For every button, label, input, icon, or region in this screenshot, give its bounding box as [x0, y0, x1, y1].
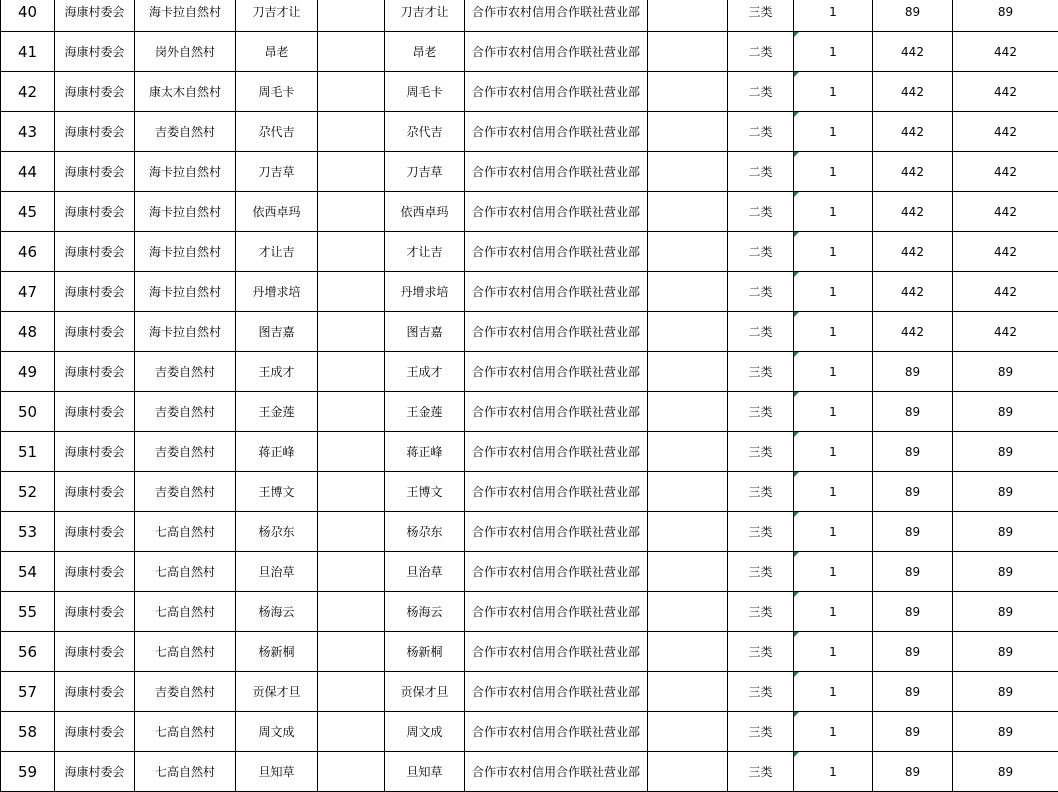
- amount-cell[interactable]: 89: [873, 632, 953, 672]
- person-count-cell[interactable]: 1: [794, 312, 873, 352]
- village-committee-cell[interactable]: 海康村委会: [55, 272, 135, 312]
- row-number-cell[interactable]: 44: [1, 152, 55, 192]
- bank-branch-cell[interactable]: 合作市农村信用合作联社营业部: [465, 592, 648, 632]
- total-amount-cell[interactable]: 442: [953, 32, 1058, 72]
- beneficiary-name-cell[interactable]: 图吉嘉: [236, 312, 318, 352]
- natural-village-cell[interactable]: 吉娄自然村: [135, 432, 236, 472]
- row-number-cell[interactable]: 43: [1, 112, 55, 152]
- total-amount-cell[interactable]: 442: [953, 312, 1058, 352]
- total-amount-cell[interactable]: 442: [953, 272, 1058, 312]
- empty-cell[interactable]: [648, 152, 728, 192]
- bank-branch-cell[interactable]: 合作市农村信用合作联社营业部: [465, 0, 648, 32]
- table-row: [1, 552, 1058, 592]
- beneficiary-name-cell[interactable]: 贡保才旦: [236, 672, 318, 712]
- account-holder-cell[interactable]: 杨新桐: [385, 632, 465, 672]
- amount-cell[interactable]: 442: [873, 232, 953, 272]
- beneficiary-name-cell[interactable]: 昂老: [236, 32, 318, 72]
- empty-cell[interactable]: [318, 32, 385, 72]
- row-number-cell[interactable]: 53: [1, 512, 55, 552]
- person-count-cell[interactable]: 1: [794, 352, 873, 392]
- account-holder-cell[interactable]: 昂老: [385, 32, 465, 72]
- beneficiary-name-cell[interactable]: 杨尕东: [236, 512, 318, 552]
- beneficiary-name-cell[interactable]: 才让吉: [236, 232, 318, 272]
- village-committee-cell[interactable]: 海康村委会: [55, 152, 135, 192]
- natural-village-cell[interactable]: 七高自然村: [135, 752, 236, 792]
- empty-cell[interactable]: [318, 592, 385, 632]
- bank-branch-cell[interactable]: 合作市农村信用合作联社营业部: [465, 512, 648, 552]
- account-holder-cell[interactable]: 旦治草: [385, 552, 465, 592]
- beneficiary-name-cell[interactable]: 王博文: [236, 472, 318, 512]
- account-holder-cell[interactable]: 杨海云: [385, 592, 465, 632]
- empty-cell[interactable]: [318, 72, 385, 112]
- account-holder-cell[interactable]: 杨尕东: [385, 512, 465, 552]
- empty-cell[interactable]: [318, 352, 385, 392]
- total-amount-cell[interactable]: 442: [953, 72, 1058, 112]
- category-cell[interactable]: 三类: [728, 552, 794, 592]
- person-count-cell[interactable]: 1: [794, 392, 873, 432]
- total-amount-cell[interactable]: 442: [953, 232, 1058, 272]
- village-committee-cell[interactable]: 海康村委会: [55, 672, 135, 712]
- category-cell[interactable]: 三类: [728, 632, 794, 672]
- category-cell[interactable]: 二类: [728, 312, 794, 352]
- person-count-cell[interactable]: 1: [794, 632, 873, 672]
- table-row: [1, 352, 1058, 392]
- table-row: [1, 272, 1058, 312]
- empty-cell[interactable]: [318, 552, 385, 592]
- natural-village-cell[interactable]: 海卡拉自然村: [135, 0, 236, 32]
- person-count-cell[interactable]: 1: [794, 192, 873, 232]
- category-cell[interactable]: 二类: [728, 32, 794, 72]
- empty-cell[interactable]: [318, 472, 385, 512]
- bank-branch-cell[interactable]: 合作市农村信用合作联社营业部: [465, 712, 648, 752]
- bank-branch-cell[interactable]: 合作市农村信用合作联社营业部: [465, 112, 648, 152]
- row-number-cell[interactable]: 45: [1, 192, 55, 232]
- natural-village-cell[interactable]: 海卡拉自然村: [135, 232, 236, 272]
- village-committee-cell[interactable]: 海康村委会: [55, 392, 135, 432]
- table-row: [1, 672, 1058, 712]
- row-number-cell[interactable]: 59: [1, 752, 55, 792]
- account-holder-cell[interactable]: 周文成: [385, 712, 465, 752]
- amount-cell[interactable]: 89: [873, 512, 953, 552]
- bank-branch-cell[interactable]: 合作市农村信用合作联社营业部: [465, 632, 648, 672]
- empty-cell[interactable]: [318, 392, 385, 432]
- table-row: [1, 232, 1058, 272]
- amount-cell[interactable]: 442: [873, 112, 953, 152]
- empty-cell[interactable]: [648, 392, 728, 432]
- person-count-cell[interactable]: 1: [794, 232, 873, 272]
- empty-cell[interactable]: [318, 112, 385, 152]
- person-count-cell[interactable]: 1: [794, 432, 873, 472]
- person-count-cell[interactable]: 1: [794, 72, 873, 112]
- village-committee-cell[interactable]: 海康村委会: [55, 0, 135, 32]
- table-row: [1, 712, 1058, 752]
- category-cell[interactable]: 三类: [728, 672, 794, 712]
- category-cell[interactable]: 三类: [728, 752, 794, 792]
- village-committee-cell[interactable]: 海康村委会: [55, 232, 135, 272]
- total-amount-cell[interactable]: 89: [953, 472, 1058, 512]
- amount-cell[interactable]: 442: [873, 272, 953, 312]
- total-amount-cell[interactable]: 442: [953, 112, 1058, 152]
- account-holder-cell[interactable]: 依西卓玛: [385, 192, 465, 232]
- amount-cell[interactable]: 89: [873, 352, 953, 392]
- total-amount-cell[interactable]: 89: [953, 552, 1058, 592]
- empty-cell[interactable]: [648, 672, 728, 712]
- bank-branch-cell[interactable]: 合作市农村信用合作联社营业部: [465, 72, 648, 112]
- empty-cell[interactable]: [648, 512, 728, 552]
- empty-cell[interactable]: [648, 632, 728, 672]
- account-holder-cell[interactable]: 王金莲: [385, 392, 465, 432]
- natural-village-cell[interactable]: 吉娄自然村: [135, 392, 236, 432]
- bank-branch-cell[interactable]: 合作市农村信用合作联社营业部: [465, 32, 648, 72]
- row-number-cell[interactable]: 54: [1, 552, 55, 592]
- village-committee-cell[interactable]: 海康村委会: [55, 192, 135, 232]
- table-row: [1, 32, 1058, 72]
- bank-branch-cell[interactable]: 合作市农村信用合作联社营业部: [465, 552, 648, 592]
- natural-village-cell[interactable]: 七高自然村: [135, 592, 236, 632]
- category-cell[interactable]: 二类: [728, 112, 794, 152]
- empty-cell[interactable]: [318, 312, 385, 352]
- empty-cell[interactable]: [318, 272, 385, 312]
- person-count-cell[interactable]: 1: [794, 32, 873, 72]
- natural-village-cell[interactable]: 吉娄自然村: [135, 672, 236, 712]
- account-holder-cell[interactable]: 贡保才旦: [385, 672, 465, 712]
- person-count-cell[interactable]: 1: [794, 112, 873, 152]
- account-holder-cell[interactable]: 王成才: [385, 352, 465, 392]
- empty-cell[interactable]: [318, 672, 385, 712]
- empty-cell[interactable]: [318, 432, 385, 472]
- row-number-cell[interactable]: 41: [1, 32, 55, 72]
- empty-cell[interactable]: [318, 512, 385, 552]
- table-row: [1, 752, 1058, 792]
- category-cell[interactable]: 三类: [728, 472, 794, 512]
- natural-village-cell[interactable]: 七高自然村: [135, 712, 236, 752]
- empty-cell[interactable]: [648, 352, 728, 392]
- beneficiary-name-cell[interactable]: 王成才: [236, 352, 318, 392]
- person-count-cell[interactable]: 1: [794, 552, 873, 592]
- bank-branch-cell[interactable]: 合作市农村信用合作联社营业部: [465, 472, 648, 512]
- village-committee-cell[interactable]: 海康村委会: [55, 72, 135, 112]
- empty-cell[interactable]: [318, 752, 385, 792]
- bank-branch-cell[interactable]: 合作市农村信用合作联社营业部: [465, 152, 648, 192]
- amount-cell[interactable]: 442: [873, 192, 953, 232]
- table-row: [1, 312, 1058, 352]
- amount-cell[interactable]: 442: [873, 152, 953, 192]
- row-number-cell[interactable]: 55: [1, 592, 55, 632]
- row-number-cell[interactable]: 58: [1, 712, 55, 752]
- person-count-cell[interactable]: 1: [794, 592, 873, 632]
- table-body: [1, 0, 1058, 792]
- amount-cell[interactable]: 89: [873, 552, 953, 592]
- row-number-cell[interactable]: 57: [1, 672, 55, 712]
- total-amount-cell[interactable]: 89: [953, 512, 1058, 552]
- table-row: [1, 512, 1058, 552]
- table-row: [1, 152, 1058, 192]
- category-cell[interactable]: 三类: [728, 352, 794, 392]
- empty-cell[interactable]: [318, 632, 385, 672]
- amount-cell[interactable]: 89: [873, 432, 953, 472]
- table-row: [1, 472, 1058, 512]
- row-number-cell[interactable]: 52: [1, 472, 55, 512]
- amount-cell[interactable]: 442: [873, 312, 953, 352]
- row-number-cell[interactable]: 51: [1, 432, 55, 472]
- empty-cell[interactable]: [648, 232, 728, 272]
- row-number-cell[interactable]: 48: [1, 312, 55, 352]
- empty-cell[interactable]: [648, 0, 728, 32]
- village-committee-cell[interactable]: 海康村委会: [55, 632, 135, 672]
- row-number-cell[interactable]: 56: [1, 632, 55, 672]
- category-cell[interactable]: 二类: [728, 232, 794, 272]
- natural-village-cell[interactable]: 海卡拉自然村: [135, 192, 236, 232]
- person-count-cell[interactable]: 1: [794, 272, 873, 312]
- total-amount-cell[interactable]: 89: [953, 392, 1058, 432]
- amount-cell[interactable]: 442: [873, 32, 953, 72]
- account-holder-cell[interactable]: 蒋正峰: [385, 432, 465, 472]
- category-cell[interactable]: 三类: [728, 0, 794, 32]
- table-row: [1, 0, 1058, 32]
- beneficiary-name-cell[interactable]: 杨新桐: [236, 632, 318, 672]
- natural-village-cell[interactable]: 吉娄自然村: [135, 472, 236, 512]
- empty-cell[interactable]: [648, 472, 728, 512]
- beneficiary-name-cell[interactable]: 丹增求培: [236, 272, 318, 312]
- beneficiary-name-cell[interactable]: 周文成: [236, 712, 318, 752]
- beneficiary-name-cell[interactable]: 蒋正峰: [236, 432, 318, 472]
- bank-branch-cell[interactable]: 合作市农村信用合作联社营业部: [465, 232, 648, 272]
- table-row: [1, 72, 1058, 112]
- beneficiary-name-cell[interactable]: 依西卓玛: [236, 192, 318, 232]
- person-count-cell[interactable]: 1: [794, 152, 873, 192]
- empty-cell[interactable]: [318, 712, 385, 752]
- bank-branch-cell[interactable]: 合作市农村信用合作联社营业部: [465, 752, 648, 792]
- category-cell[interactable]: 二类: [728, 272, 794, 312]
- category-cell[interactable]: 二类: [728, 72, 794, 112]
- row-number-cell[interactable]: 47: [1, 272, 55, 312]
- bank-branch-cell[interactable]: 合作市农村信用合作联社营业部: [465, 672, 648, 712]
- village-committee-cell[interactable]: 海康村委会: [55, 592, 135, 632]
- total-amount-cell[interactable]: 89: [953, 672, 1058, 712]
- amount-cell[interactable]: 89: [873, 0, 953, 32]
- empty-cell[interactable]: [648, 112, 728, 152]
- category-cell[interactable]: 二类: [728, 152, 794, 192]
- table-row: [1, 432, 1058, 472]
- village-committee-cell[interactable]: 海康村委会: [55, 712, 135, 752]
- row-number-cell[interactable]: 46: [1, 232, 55, 272]
- row-number-cell[interactable]: 50: [1, 392, 55, 432]
- account-holder-cell[interactable]: 周毛卡: [385, 72, 465, 112]
- village-committee-cell[interactable]: 海康村委会: [55, 752, 135, 792]
- empty-cell[interactable]: [318, 0, 385, 32]
- total-amount-cell[interactable]: 89: [953, 432, 1058, 472]
- natural-village-cell[interactable]: 七高自然村: [135, 552, 236, 592]
- empty-cell[interactable]: [648, 32, 728, 72]
- total-amount-cell[interactable]: 89: [953, 592, 1058, 632]
- village-committee-cell[interactable]: 海康村委会: [55, 312, 135, 352]
- empty-cell[interactable]: [648, 432, 728, 472]
- person-count-cell[interactable]: 1: [794, 0, 873, 32]
- empty-cell[interactable]: [318, 152, 385, 192]
- total-amount-cell[interactable]: 89: [953, 632, 1058, 672]
- empty-cell[interactable]: [648, 312, 728, 352]
- natural-village-cell[interactable]: 吉娄自然村: [135, 112, 236, 152]
- total-amount-cell[interactable]: 442: [953, 152, 1058, 192]
- beneficiary-name-cell[interactable]: 周毛卡: [236, 72, 318, 112]
- empty-cell[interactable]: [648, 272, 728, 312]
- empty-cell[interactable]: [648, 752, 728, 792]
- person-count-cell[interactable]: 1: [794, 512, 873, 552]
- person-count-cell[interactable]: 1: [794, 712, 873, 752]
- category-cell[interactable]: 三类: [728, 392, 794, 432]
- village-committee-cell[interactable]: 海康村委会: [55, 552, 135, 592]
- amount-cell[interactable]: 89: [873, 672, 953, 712]
- account-holder-cell[interactable]: 丹增求培: [385, 272, 465, 312]
- bank-branch-cell[interactable]: 合作市农村信用合作联社营业部: [465, 192, 648, 232]
- person-count-cell[interactable]: 1: [794, 672, 873, 712]
- category-cell[interactable]: 三类: [728, 712, 794, 752]
- total-amount-cell[interactable]: 89: [953, 752, 1058, 792]
- empty-cell[interactable]: [648, 552, 728, 592]
- empty-cell[interactable]: [318, 192, 385, 232]
- total-amount-cell[interactable]: 442: [953, 192, 1058, 232]
- empty-cell[interactable]: [648, 712, 728, 752]
- village-committee-cell[interactable]: 海康村委会: [55, 32, 135, 72]
- account-holder-cell[interactable]: 王博文: [385, 472, 465, 512]
- bank-branch-cell[interactable]: 合作市农村信用合作联社营业部: [465, 352, 648, 392]
- account-holder-cell[interactable]: 刀吉才让: [385, 0, 465, 32]
- natural-village-cell[interactable]: 七高自然村: [135, 632, 236, 672]
- natural-village-cell[interactable]: 吉娄自然村: [135, 352, 236, 392]
- row-number-cell[interactable]: 42: [1, 72, 55, 112]
- village-committee-cell[interactable]: 海康村委会: [55, 352, 135, 392]
- row-number-cell[interactable]: 40: [1, 0, 55, 32]
- category-cell[interactable]: 三类: [728, 592, 794, 632]
- village-committee-cell[interactable]: 海康村委会: [55, 112, 135, 152]
- account-holder-cell[interactable]: 图吉嘉: [385, 312, 465, 352]
- total-amount-cell[interactable]: 89: [953, 352, 1058, 392]
- empty-cell[interactable]: [648, 592, 728, 632]
- account-holder-cell[interactable]: 旦知草: [385, 752, 465, 792]
- table-row: [1, 632, 1058, 672]
- amount-cell[interactable]: 89: [873, 472, 953, 512]
- natural-village-cell[interactable]: 岗外自然村: [135, 32, 236, 72]
- row-number-cell[interactable]: 49: [1, 352, 55, 392]
- natural-village-cell[interactable]: 海卡拉自然村: [135, 312, 236, 352]
- beneficiary-name-cell[interactable]: 尕代吉: [236, 112, 318, 152]
- account-holder-cell[interactable]: 尕代吉: [385, 112, 465, 152]
- amount-cell[interactable]: 89: [873, 392, 953, 432]
- total-amount-cell[interactable]: 89: [953, 0, 1058, 32]
- village-committee-cell[interactable]: 海康村委会: [55, 432, 135, 472]
- table-row: [1, 192, 1058, 232]
- account-holder-cell[interactable]: 刀吉草: [385, 152, 465, 192]
- empty-cell[interactable]: [648, 72, 728, 112]
- category-cell[interactable]: 三类: [728, 512, 794, 552]
- natural-village-cell[interactable]: 七高自然村: [135, 512, 236, 552]
- village-committee-cell[interactable]: 海康村委会: [55, 472, 135, 512]
- natural-village-cell[interactable]: 海卡拉自然村: [135, 152, 236, 192]
- empty-cell[interactable]: [648, 192, 728, 232]
- table-row: [1, 112, 1058, 152]
- category-cell[interactable]: 三类: [728, 432, 794, 472]
- amount-cell[interactable]: 89: [873, 712, 953, 752]
- category-cell[interactable]: 二类: [728, 192, 794, 232]
- table-row: [1, 392, 1058, 432]
- total-amount-cell[interactable]: 89: [953, 712, 1058, 752]
- beneficiary-name-cell[interactable]: 刀吉才让: [236, 0, 318, 32]
- account-holder-cell[interactable]: 才让吉: [385, 232, 465, 272]
- beneficiary-name-cell[interactable]: 旦治草: [236, 552, 318, 592]
- village-committee-cell[interactable]: 海康村委会: [55, 512, 135, 552]
- bank-branch-cell[interactable]: 合作市农村信用合作联社营业部: [465, 392, 648, 432]
- empty-cell[interactable]: [318, 232, 385, 272]
- natural-village-cell[interactable]: 海卡拉自然村: [135, 272, 236, 312]
- amount-cell[interactable]: 89: [873, 752, 953, 792]
- beneficiary-name-cell[interactable]: 旦知草: [236, 752, 318, 792]
- bank-branch-cell[interactable]: 合作市农村信用合作联社营业部: [465, 432, 648, 472]
- beneficiary-name-cell[interactable]: 王金莲: [236, 392, 318, 432]
- person-count-cell[interactable]: 1: [794, 752, 873, 792]
- beneficiary-name-cell[interactable]: 刀吉草: [236, 152, 318, 192]
- amount-cell[interactable]: 89: [873, 592, 953, 632]
- amount-cell[interactable]: 442: [873, 72, 953, 112]
- beneficiary-name-cell[interactable]: 杨海云: [236, 592, 318, 632]
- natural-village-cell[interactable]: 康太木自然村: [135, 72, 236, 112]
- bank-branch-cell[interactable]: 合作市农村信用合作联社营业部: [465, 312, 648, 352]
- table-row: [1, 592, 1058, 632]
- bank-branch-cell[interactable]: 合作市农村信用合作联社营业部: [465, 272, 648, 312]
- person-count-cell[interactable]: 1: [794, 472, 873, 512]
